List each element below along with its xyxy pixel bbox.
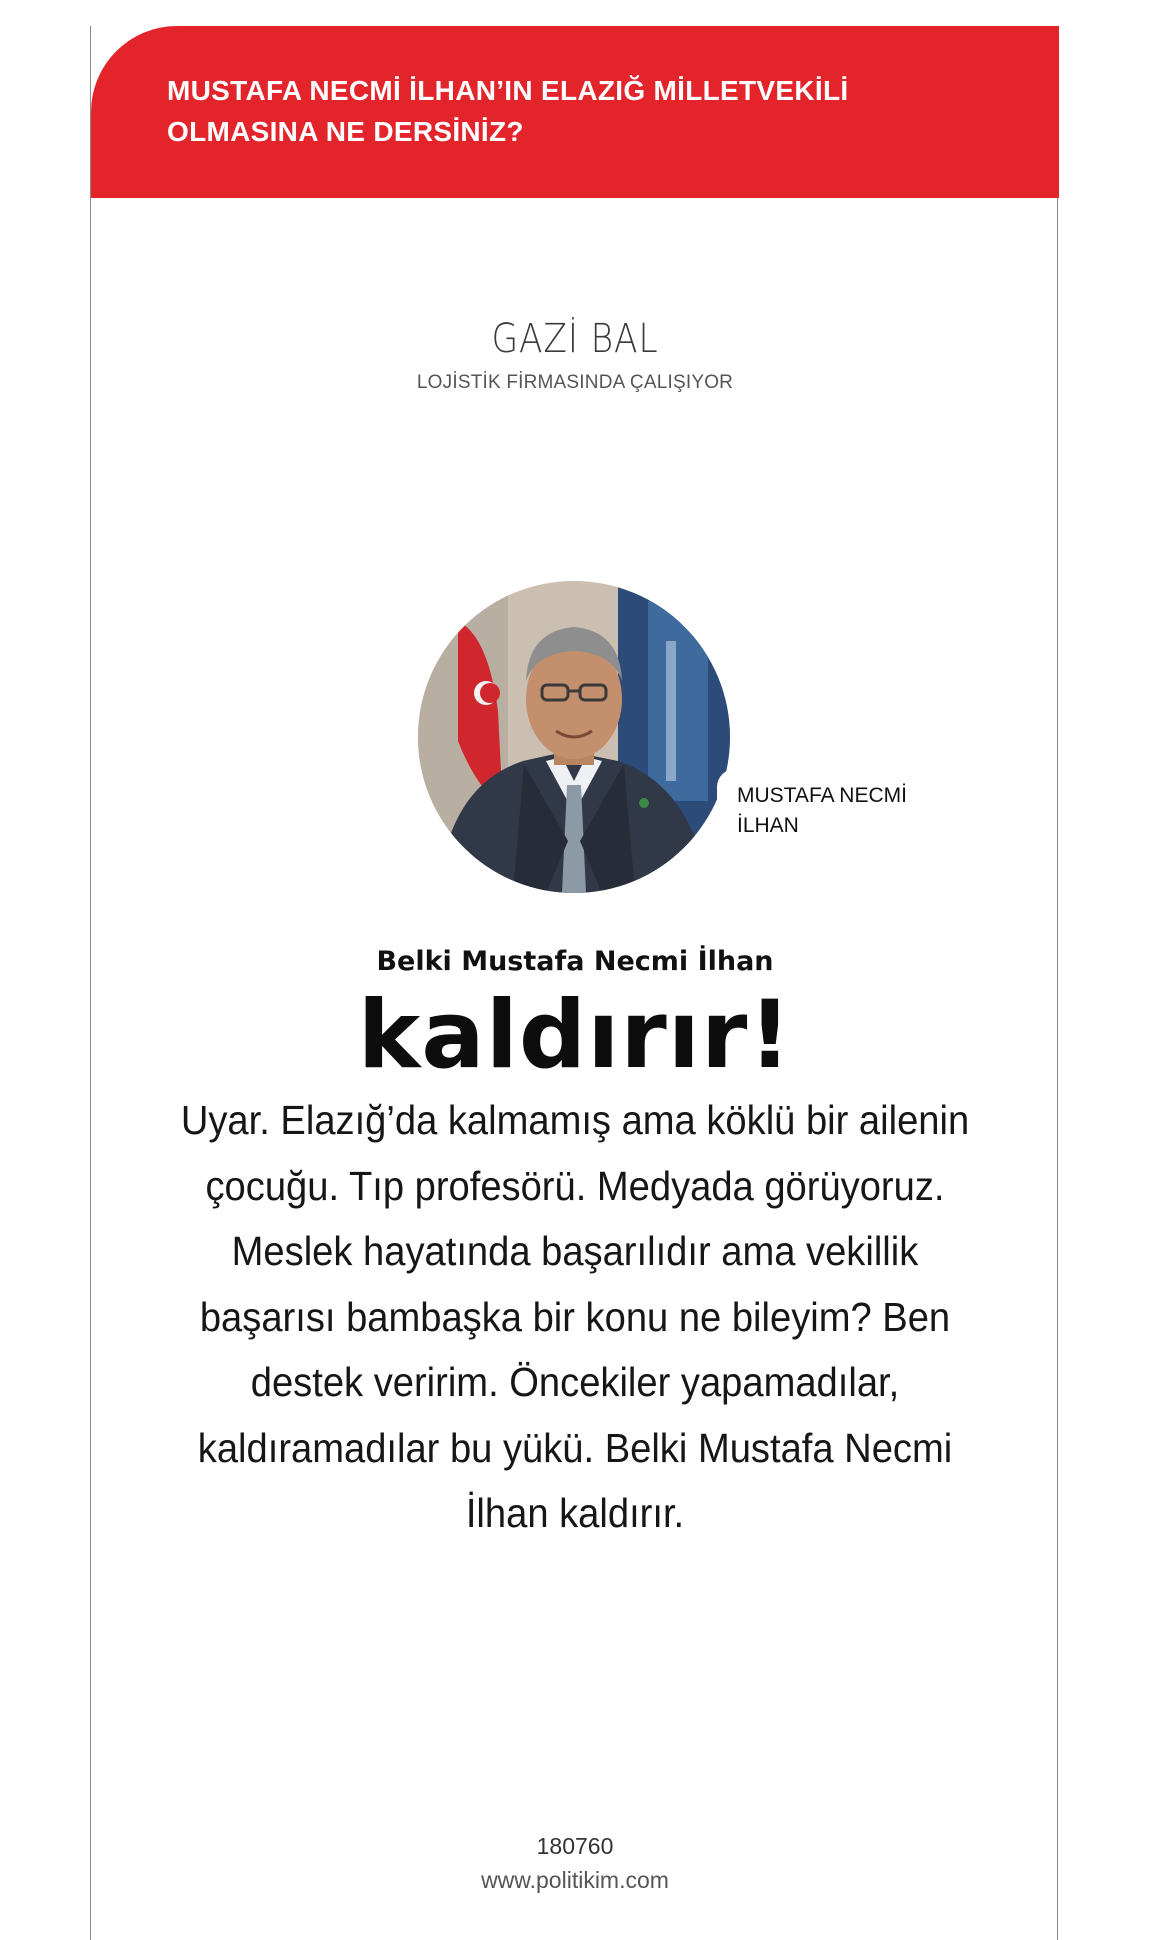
portrait-photo xyxy=(418,581,730,893)
header-banner xyxy=(91,26,1059,198)
author-role: LOJİSTİK FİRMASINDA ÇALIŞIYOR xyxy=(416,372,734,393)
photo-caption-line1: MUSTAFA NECMİ xyxy=(737,784,907,807)
quote-lead: Belki Mustafa Necmi İlhan xyxy=(376,946,774,977)
quote-body: Uyar. Elazığ’da kalmamış ama köklü bir ailenin çocuğu. Tıp profesörü. Medyada görüyoruz. Meslek hayatında başarılıdır ama vekillik başarısı bambaşka bir konu ne bileyim? Ben destek veririm. Öncekiler yapamadılar, kaldıramadılar bu yükü. Belki Mustafa Necmi İlhan kaldırır. xyxy=(180,1097,970,1536)
article-card xyxy=(90,26,1058,1940)
quote-highlight: kaldırır! xyxy=(357,981,793,1090)
footer-id: 180760 xyxy=(536,1833,614,1859)
footer-website: www.politikim.com xyxy=(481,1867,669,1893)
photo-caption xyxy=(717,769,977,851)
photo-caption-line2: İLHAN xyxy=(737,814,799,837)
author-name: GAZİ BAL xyxy=(491,316,659,362)
header-title: MUSTAFA NECMİ İLHAN’IN ELAZIĞ MİLLETVEKİLİ OLMASINA NE DERSİNİZ? xyxy=(167,75,849,147)
